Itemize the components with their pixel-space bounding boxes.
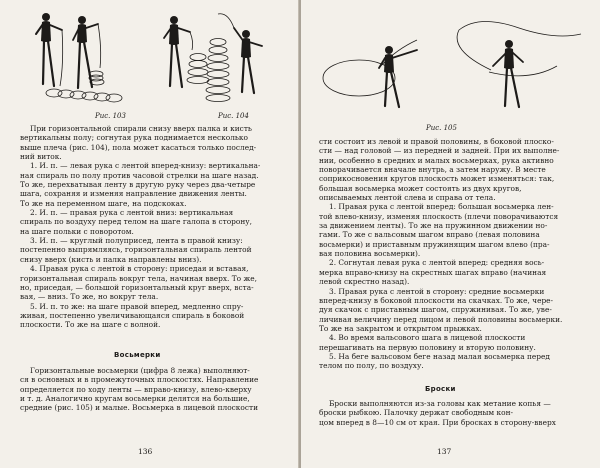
text-line: броски рыбкою. Палочку держат свободным кон-	[319, 408, 514, 418]
text-line: большая восьмерка может состоять из двух кругов,	[319, 183, 522, 193]
page-number-right: 137	[437, 447, 452, 456]
text-line: постепенно выпрямляясь, горизонтальная спираль лентой	[20, 245, 252, 255]
text-line: выше плеча (рис. 104), пола может касаться только послед-	[20, 142, 257, 152]
figure-105-illustration	[319, 10, 589, 118]
text-line: ся в основных и в промежуточных плоскостях. Направление	[20, 375, 259, 385]
text-line: сти — над головой — из передней и задней. При их выполне-	[319, 146, 560, 156]
text-line: 5. На беге вальсовом беге назад малая восьмерка перед	[329, 351, 550, 361]
text-line: цом вперед в 8—10 см от края. При бросках в сторону-вверх	[319, 417, 556, 427]
figure-104-illustration	[158, 2, 278, 112]
text-line: плоскости. То же на шаге с волной.	[20, 320, 161, 330]
text-line: определяется по ходу ленты — вправо-книзу, влево-кверху	[20, 384, 252, 394]
left-text-top	[20, 124, 260, 330]
section-heading-vosmerki: Восьмерки	[114, 351, 161, 359]
text-line: 4. Во время вальсового шага в лицевой плоскости	[329, 333, 526, 343]
text-line: левой скрестно назад).	[319, 277, 410, 287]
text-line: вертикальны полу; согнутая рука поднимается несколько	[20, 133, 248, 143]
text-line: спираль по воздуху перед телом на шаге галопа в сторону,	[20, 217, 252, 227]
text-line: живая, постепенно увеличивающаяся спираль в боковой	[20, 310, 245, 320]
text-line: на шаге польки с поворотом.	[20, 226, 134, 236]
text-line: 5. И. п. то же: на шаге правой вперед, медленно спру-	[30, 301, 244, 311]
text-line: восьмерки) и приставным пружинящим шагом влево (пра-	[319, 239, 550, 249]
text-line: вперед-книзу в боковой плоскости на скачках. То же, чере-	[319, 295, 554, 305]
text-line: 4. Правая рука с лентой в сторону: приседая и вставая,	[30, 264, 249, 274]
text-line: вая, — вниз. То же, но вокруг тела.	[20, 292, 159, 302]
figure-103	[14, 8, 144, 110]
text-line: описываемых лентой слева и справа от тела.	[319, 193, 496, 203]
text-line: мерка вправо-книзу на скрестных шагах вправо (начиная	[319, 267, 547, 277]
text-line: дуя скачок с приставным шагом, спружинивая. То же, уве-	[319, 305, 552, 315]
text-line: Горизонтальные восьмерки (цифра 8 лежа) выполняют-	[30, 366, 250, 375]
text-line: Броски выполняются из-за головы как метание копья —	[329, 399, 551, 408]
text-line: личивая величину перед лицом и левой половины восьмерки.	[319, 314, 563, 324]
left-page	[0, 0, 299, 468]
text-line: сти состоит из левой и правой половины, в боковой плоско-	[319, 137, 554, 146]
text-line: вая половина восьмерки).	[319, 249, 421, 259]
page-number-left: 136	[138, 447, 153, 456]
text-line: нии, особенно в средних и малых восьмерках, рука активно	[319, 155, 554, 165]
text-line: той влево-книзу, изменяя плоскость (плечи поворачиваются	[319, 211, 559, 221]
text-line: 3. И. п. — круглый полуприсед, лента в правой книзу:	[30, 236, 243, 246]
text-line: 3. Правая рука с лентой в сторону: средние восьмерки	[329, 286, 545, 296]
section-heading-broski: Броски	[425, 385, 456, 393]
text-line: но, приседая, — большой горизонтальный круг вверх, вста-	[20, 282, 254, 292]
text-line: гами. То же с вальсовым шагом вправо (левая половина	[319, 230, 540, 240]
figure-103-illustration	[14, 8, 144, 110]
text-line: То же на закрытом и открытом прыжках.	[319, 323, 482, 333]
right-page	[301, 0, 600, 468]
text-line: телом по полу, по воздуху.	[319, 361, 424, 371]
text-line: То же, перехватывая ленту в другую руку через два-четыре	[20, 180, 256, 190]
figure-104	[158, 2, 278, 112]
text-line: То же на переменном шаге, на подскоках.	[20, 198, 187, 208]
text-line: При горизонтальной спирали снизу вверх палка и кисть	[30, 124, 252, 133]
right-text-bottom	[319, 399, 556, 427]
text-line: и т. д. Аналогично кругам восьмерки делятся на большие,	[20, 394, 250, 404]
caption-fig-104: Рис. 104	[218, 112, 249, 120]
text-line: за движением ленты). То же на пружинном движении но-	[319, 221, 548, 231]
right-text-top	[319, 137, 562, 371]
text-line: перешагивать на первую половину и вторую половину.	[319, 342, 536, 352]
text-line: 1. Правая рука с лентой вперед: большая восьмерка лен-	[329, 202, 554, 212]
caption-fig-105: Рис. 105	[426, 124, 457, 132]
text-line: поворачивается вначале внутрь, а затем наружу. В месте	[319, 165, 546, 175]
text-line: снизу вверх (кисть и палка направлены вниз).	[20, 254, 202, 264]
text-line: соприкосновения кругов плоскость может изменяться: так,	[319, 174, 555, 184]
text-line: горизонтальная спираль вокруг тела, начиная вверх. То же,	[20, 273, 257, 283]
text-line: 2. Согнутая левая рука с лентой вперед: средняя вось-	[329, 258, 545, 268]
text-line: 1. И. п. — левая рука с лентой вперед-книзу: вертикальна-	[30, 161, 261, 171]
text-line: 2. И. п. — правая рука с лентой вниз: вертикальная	[30, 208, 234, 218]
text-line: ная спираль по полу против часовой стрелки на шаге назад.	[20, 170, 259, 180]
text-line: ний виток.	[20, 152, 62, 162]
caption-fig-103: Рис. 103	[95, 112, 126, 120]
text-line: шага, сохраняя и изменяя направление движения ленты.	[20, 189, 247, 199]
figure-105	[319, 10, 589, 118]
text-line: средние (рис. 105) и малые. Восьмерка в лицевой плоскости	[20, 403, 259, 413]
left-text-bottom	[20, 366, 258, 413]
